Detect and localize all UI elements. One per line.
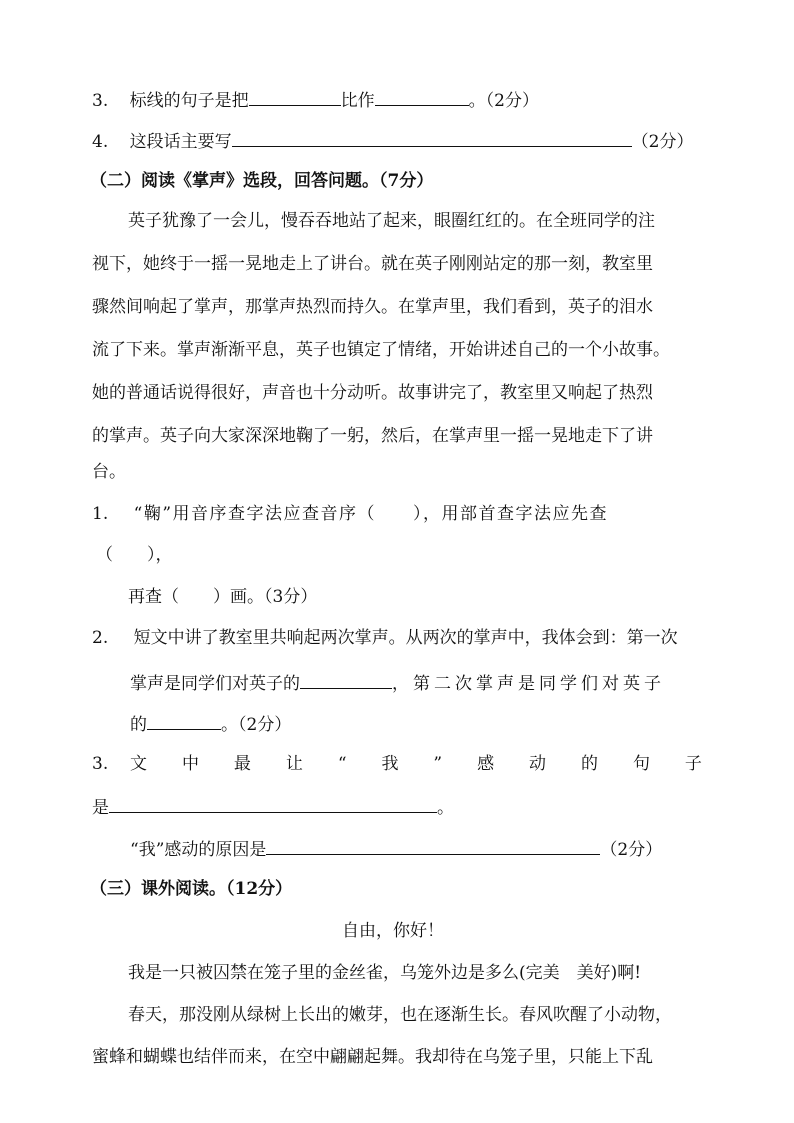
answer-blank[interactable] <box>109 794 437 813</box>
question-3-line <box>92 87 539 112</box>
question-text-line <box>130 670 665 695</box>
char: 让 <box>285 754 303 774</box>
answer-blank[interactable] <box>266 836 600 855</box>
answer-blank[interactable] <box>147 711 221 730</box>
question-text: “我”感动的原因是 <box>130 840 267 860</box>
question-score: （2分） <box>631 132 694 152</box>
question-number: 3. <box>92 91 109 111</box>
question-text: 短文中讲了教室里共响起两次掌声。从两次的掌声中，我体会到：第一次 <box>133 628 678 648</box>
passage-line: 的掌声。英子向大家深深地鞠了一躬，然后，在掌声里一摇一晃地走下了讲 <box>92 426 653 446</box>
char: 我 <box>381 754 399 774</box>
answer-blank[interactable] <box>232 128 632 147</box>
question-number: 3. <box>92 754 109 774</box>
passage-line: 台。 <box>92 462 126 482</box>
spread-text <box>130 753 702 775</box>
passage-line: 骤然间响起了掌声，那掌声热烈而持久。在掌声里，我们看到，英子的泪水 <box>92 297 653 317</box>
passage-line: 流了下来。掌声渐渐平息，英子也镇定了情绪，开始讲述自己的一个小故事。 <box>92 340 670 360</box>
question-text: 比作 <box>340 91 375 111</box>
char: ” <box>433 754 443 774</box>
passage-line: 她的普通话说得很好，声音也十分动听。故事讲完了，教室里又响起了热烈 <box>92 383 653 403</box>
article-line: 蜜蜂和蝴蝶也结伴而来，在空中翩翩起舞。我却待在乌笼子里，只能上下乱 <box>92 1047 653 1067</box>
question-text-line <box>130 836 662 861</box>
answer-blank[interactable] <box>375 87 469 106</box>
question-text: ，第二次掌声是同学们对英子 <box>392 674 665 694</box>
char: 感 <box>477 754 495 774</box>
question-text: 掌声是同学们对英子的 <box>130 674 300 694</box>
char: 子 <box>684 754 702 774</box>
article-line: 我是一只被囚禁在笼子里的金丝雀，乌笼外边是多么(完美 美好)啊! <box>128 963 642 983</box>
question-text: 是 <box>92 798 109 818</box>
question-text: （ ）， <box>96 545 173 565</box>
question-text: 的 <box>130 715 147 735</box>
question-score: 。（2分） <box>468 91 539 111</box>
question-text: 标线的句子是把 <box>129 91 249 111</box>
char: 的 <box>580 754 598 774</box>
answer-blank[interactable] <box>300 670 392 689</box>
question-text: 这段话主要写 <box>129 132 232 152</box>
char: “ <box>337 754 347 774</box>
question-4-line <box>92 128 693 153</box>
question-text-line <box>130 711 291 736</box>
question-score: 。（2分） <box>221 715 292 735</box>
char: 动 <box>529 754 547 774</box>
section-2-title: （二）阅读《掌声》选段，回答问题。（7分） <box>90 171 434 191</box>
passage-question-2 <box>92 627 678 649</box>
question-number: 4. <box>92 132 109 152</box>
passage-line: 视下，她终于一摇一晃地走上了讲台。就在英子刚刚站定的那一刻，教室里 <box>92 254 653 274</box>
char: 最 <box>233 754 251 774</box>
passage-question-3 <box>92 753 108 775</box>
question-text: 再查（ ）画。（3分） <box>128 587 318 607</box>
question-number: 2. <box>92 628 109 648</box>
section-3-title: （三）课外阅读。（12分） <box>90 879 293 899</box>
passage-line: 英子犹豫了一会儿，慢吞吞地站了起来，眼圈红红的。在全班同学的注 <box>128 211 655 231</box>
char: 中 <box>181 754 199 774</box>
article-line: 春天，那没刚从绿树上长出的嫩芽，也在逐渐生长。春风吹醒了小动物， <box>128 1005 672 1025</box>
question-number: 1. <box>92 504 109 524</box>
answer-blank[interactable] <box>249 87 341 106</box>
passage-question-1 <box>92 503 608 525</box>
article-title: 自由，你好！ <box>342 921 444 941</box>
question-text: 。 <box>437 798 454 818</box>
question-score: （2分） <box>600 840 663 860</box>
char: 句 <box>632 754 650 774</box>
question-text: “鞠”用音序查字法应查音序（ ），用部首查字法应先查 <box>133 504 609 524</box>
char: 文 <box>130 754 147 774</box>
question-text-line <box>92 794 454 819</box>
